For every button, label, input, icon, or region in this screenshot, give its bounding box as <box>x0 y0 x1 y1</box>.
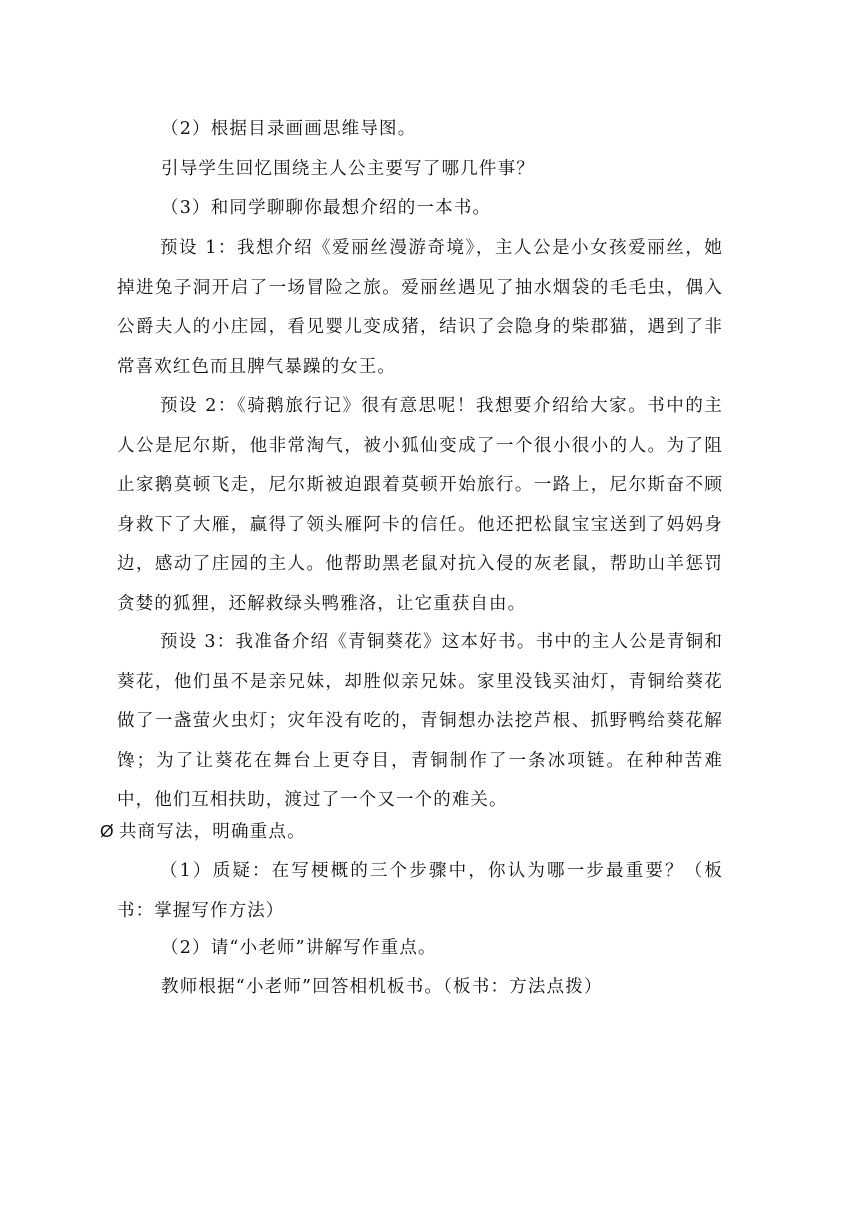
guide-text: 引导学生回忆围绕主人公主要写了哪几件事？ <box>161 159 535 179</box>
bullet-heading <box>100 819 306 844</box>
bullet-icon: Ø <box>100 821 115 841</box>
preset-1-paragraph: 预设 1：我想介绍《爱丽丝漫游奇境》，主人公是小女孩爱丽丝，她掉进兔子洞开启了一场冒险之旅。爱丽丝遇见了抽水烟袋的毛毛虫，偶入公爵夫人的小庄园，看见婴儿变成猪，结识了会隐身的柴郡猫，遇到了非常喜欢红色而且脾气暴躁的女王。 <box>117 238 723 377</box>
step-2-heading: （2）根据目录画画思维导图。 <box>161 119 417 139</box>
preset-3-paragraph: 预设 3：我准备介绍《青铜葵花》这本好书。书中的主人公是青铜和葵花，他们虽不是亲兄妹，却胜似亲兄妹。家里没钱买油灯，青铜给葵花做了一盏萤火虫灯；灾年没有吃的，青铜想办法挖芦根、抓野鸭给葵花解馋；为了让葵花在舞台上更夺目，青铜制作了一条冰项链。在种种苦难中，他们互相扶助，渡过了一个又一个的难关。 <box>117 632 723 810</box>
preset-2-paragraph: 预设 2：《骑鹅旅行记》很有意思呢！我想要介绍给大家。书中的主人公是尼尔斯，他非常淘气，被小狐仙变成了一个很小很小的人。为了阻止家鹅莫顿飞走，尼尔斯被迫跟着莫顿开始旅行。一路上，尼尔斯奋不顾身救下了大雁，赢得了领头雁阿卡的信任。他还把松鼠宝宝送到了妈妈身边，感动了庄园的主人。他帮助黑老鼠对抗入侵的灰老鼠，帮助山羊惩罚贪婪的狐狸，还解救绿头鸭雅洛，让它重获自由。 <box>117 396 723 614</box>
teacher-note: 教师根据“小老师”回答相机板书。（板书：方法点拨） <box>161 977 603 997</box>
step-3-heading: （3）和同学聊聊你最想介绍的一本书。 <box>161 198 492 218</box>
question-paragraph: （1）质疑：在写梗概的三个步骤中，你认为哪一步最重要？（板书：掌握写作方法） <box>117 861 723 921</box>
bullet-heading-text: 共商写法，明确重点。 <box>118 822 306 842</box>
explain-line: （2）请“小老师”讲解写作重点。 <box>161 938 437 958</box>
